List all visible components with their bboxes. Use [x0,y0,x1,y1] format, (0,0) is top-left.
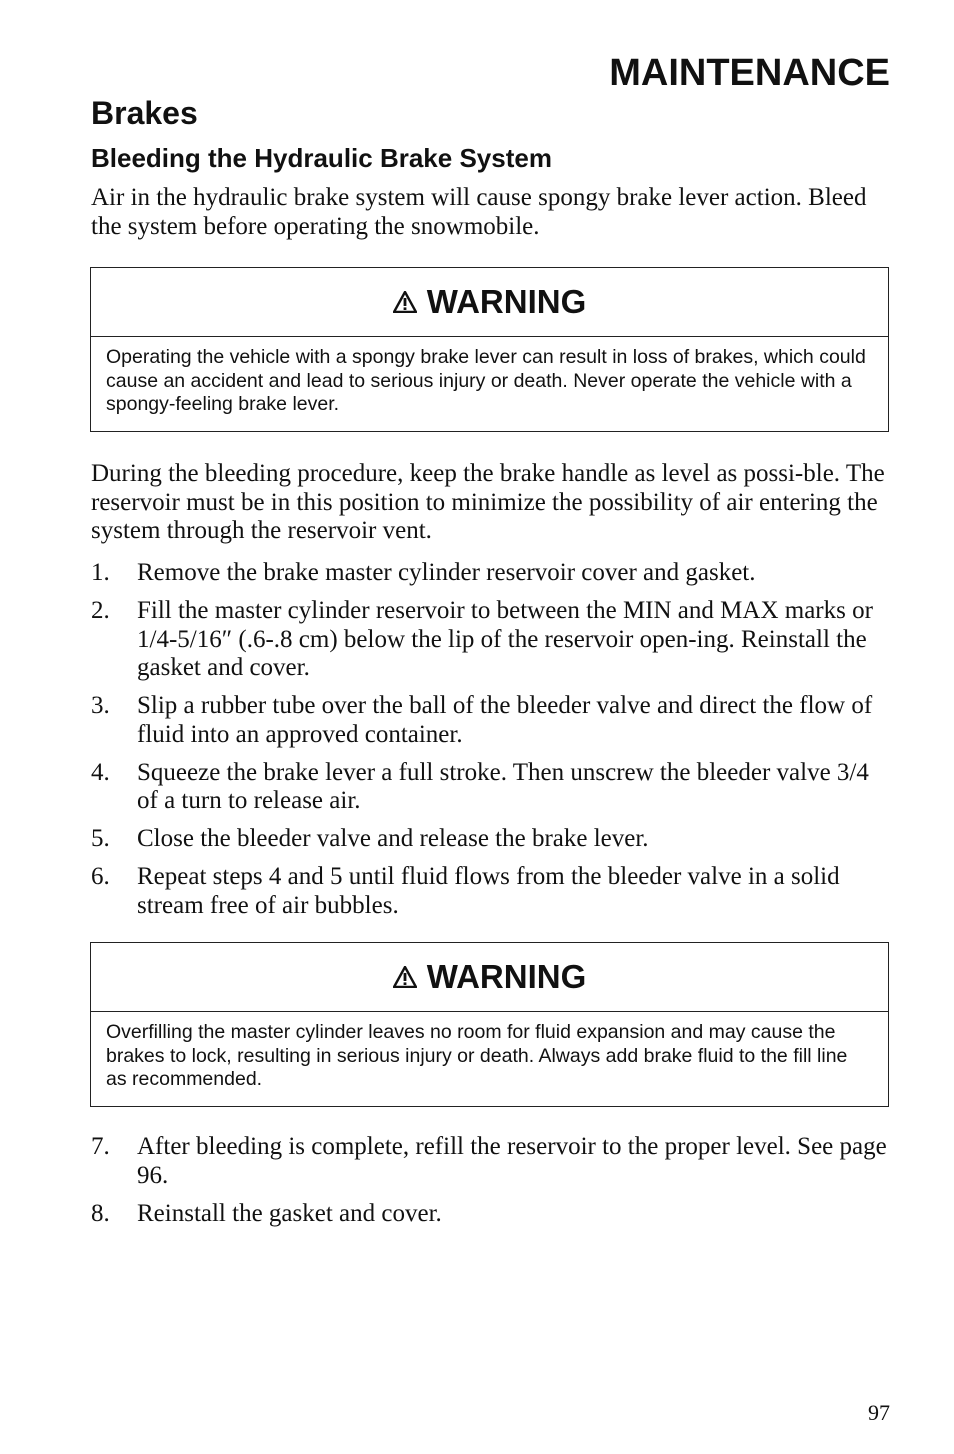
list-item [91,1200,891,1229]
warning-text: Operating the vehicle with a spongy brake lever can result in loss of brakes, which could cause an accident and lead to serious injury or death. Never operate the vehicle with a spongy-feeling brake lever. [106,346,866,415]
step-number: 7. [91,1133,110,1160]
procedure-intro: During the bleeding procedure, keep the brake handle as level as possi-ble. The reservoir must be in this position to minimize the possibility of air entering the system through the reservoir vent. [91,460,885,544]
step-text: After bleeding is complete, refill the reservoir to the proper level. See page 96. [137,1133,887,1189]
step-text: Remove the brake master cylinder reservoir cover and gasket. [137,559,756,586]
step-number: 1. [91,559,110,586]
step-number: 6. [91,863,110,890]
list-item [91,1133,891,1190]
warning-title: WARNING [426,283,587,320]
step-text: Fill the master cylinder reservoir to between the MIN and MAX marks or 1/4-5/16″ (.6-.8 cm) below the lip of the reservoir open-ing. Reinstall the gasket and cover. [137,597,873,681]
warning-triangle-icon [393,966,417,988]
steps-list-a [91,559,891,930]
page-number: 97 [868,1400,890,1425]
intro-paragraph: Air in the hydraulic brake system will cause spongy brake lever action. Bleed the system before operating the snowmobile. [91,184,867,240]
step-text: Close the bleeder valve and release the brake lever. [137,825,649,852]
step-number: 8. [91,1199,110,1227]
steps-list-b [91,1133,891,1238]
warning-box [90,267,889,432]
step-text: Repeat steps 4 and 5 until fluid flows from the bleeder valve in a solid stream free of air bubbles. [137,863,840,919]
page-subheading: Bleeding the Hydraulic Brake System [91,143,552,173]
list-item [91,559,891,588]
step-text: Squeeze the brake lever a full stroke. Then unscrew the bleeder valve 3/4 of a turn to release air. [137,758,869,814]
warning-triangle-icon [393,291,417,313]
step-number: 3. [91,692,110,719]
step-number: 2. [91,597,110,624]
list-item [91,825,891,854]
list-item [91,863,891,920]
step-number: 4. [91,758,110,786]
step-text: Slip a rubber tube over the ball of the bleeder valve and direct the flow of fluid into an approved container. [137,692,873,748]
warning-title: WARNING [426,958,587,995]
warning-box [90,942,889,1107]
section-title: MAINTENANCE [609,52,890,94]
list-item [91,692,891,749]
step-number: 5. [91,825,110,852]
warning-header [91,268,888,337]
page-heading: Brakes [91,95,198,131]
step-text: Reinstall the gasket and cover. [137,1199,442,1227]
list-item [91,597,891,683]
warning-header [91,943,888,1012]
warning-text: Overfilling the master cylinder leaves no room for fluid expansion and may cause the brakes to lock, resulting in serious injury or death. Always add brake fluid to the fill line as recommended. [106,1021,848,1090]
list-item [91,759,891,816]
